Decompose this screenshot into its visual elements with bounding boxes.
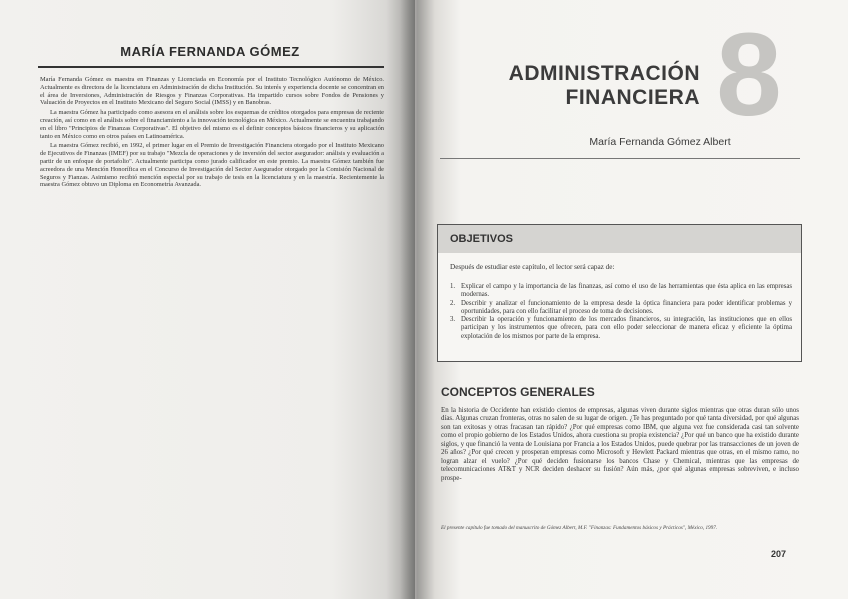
title-rule <box>440 158 800 159</box>
bio-paragraph: La maestra Gómez recibió, en 1992, el primer lugar en el Premio de Investigación Financiera otorgado por el Instituto Mexicano de Ejecutivos de Finanzas (IMEF) por su trabajo "Mezcla de operaciones y de inversión del sector asegurador: análisis y evaluación a partir de un enfoque de portafolio". Actualmente participa como jurado calificador en este premio. La maestra Gómez también fue acreedora de una Mención Honorífica en el Concurso de Investigación del Sector Asegurador otorgado por la Comisión Nacional de Seguros y Fianzas. Asimismo recibió mención especial por su trabajo de tesis en la licenciatura y en la maestría. Recientemente la maestra Gómez obtuvo un Diploma en Econometría Avanzada. <box>40 142 384 189</box>
chapter-number: 8 <box>716 9 782 141</box>
objectives-list <box>450 283 792 341</box>
author-bio <box>40 76 384 191</box>
objective-number: 3. <box>450 316 456 324</box>
chapter-title <box>500 62 700 110</box>
bio-paragraph: La maestra Gómez ha participado como asesora en el análisis sobre los esquemas de créditos otorgados para empresas de reciente creación, así como en el análisis sobre el financiamiento a la innovación tecnológica en México. Actualmente se encuentra trabajando en el libro "Principios de Finanzas Corporativas". El objetivo del mismo es el definir conceptos básicos financieros y su aplicación tanto en México como en otros países en Latinoamérica. <box>40 109 384 140</box>
objective-text: Describir la operación y funcionamiento de los mercados financieros, su integración, las instituciones que en ellos participan y los instrumentos que ofrecen, para con ello poder seleccionar de manera eficaz y eficiente la óptima explotación de los mismos por parte de la empresa. <box>461 316 792 340</box>
objective-number: 1. <box>450 283 456 290</box>
objectives-box <box>437 224 802 362</box>
objective-text: Explicar el campo y la importancia de las finanzas, así como el uso de las herramientas que ésta aplica en las empresas modernas. <box>461 283 792 299</box>
bio-paragraph: María Fernanda Gómez es maestra en Finanzas y Licenciada en Economía por el Instituto Tecnológico Autónomo de México. Actualmente es directora de la licenciatura en Administración de dicha Institución. Su interés y experiencia docente se concentran en el área de Inversiones, Administración de Riesgos y Finanzas Corporativas. Ha impartido cursos sobre Fondos de Pensiones y Valuación de Proyectos en el Instituto Mexicano del Seguro Social (IMSS) y en Banobras. <box>40 76 384 107</box>
left-page <box>0 0 415 599</box>
body-paragraph: En la historia de Occidente han existido cientos de empresas, algunas viven durante siglos mientras que otras duran sólo unos días. Algunas cruzan fronteras, otras no salen de su lugar de origen. ¿Te has preguntado por qué tanta diversidad, por qué algunas son tan exitosas y otras fracasan tan rápido? ¿Por qué empresas como IBM, que alguna vez fue considerada casi tan solvente como el propio gobierno de los Estados Unidos, ahora cuestiona su propia existencia? ¿Por qué un banco que ha existido durante siglos, y que financió la venta de Louisiana por Francia a los Estados Unidos, puede quebrar por las transacciones de un joven de 26 años? ¿Por qué crecen y prosperan empresas como Microsoft y Hewlett Packard mientras que otras, en el mismo ramo, no logran alzar el vuelo? ¿Por qué deciden fusionarse los bancos Chase y Chemical, mientras que las empresas de telecomunicaciones AT&T y NCR deciden deshacer su fusión? Aún más, ¿por qué algunas empresas sobreviven, e incluso prospe- <box>441 407 799 482</box>
page-number: 207 <box>771 549 787 559</box>
objective-item <box>450 316 792 341</box>
objective-text: Describir y analizar el funcionamiento de la empresa desde la óptica financiera para poder identificar problemas y oportunidades, para con ello facilitar el proceso de toma de decisiones. <box>461 299 792 315</box>
footnote: El presente capítulo fue tomado del manuscrito de Gómez Albert, M.F. "Finanzas: Fundamentos básicos y Prácticos", México, 1997. <box>441 525 718 531</box>
objective-item <box>450 283 792 300</box>
objective-number: 2. <box>450 299 456 307</box>
heading-rule <box>38 66 384 68</box>
author-heading: MARÍA FERNANDA GÓMEZ <box>120 44 300 59</box>
chapter-author: María Fernanda Gómez Albert <box>589 136 731 148</box>
objective-item <box>450 300 792 317</box>
objectives-title: OBJETIVOS <box>450 233 513 245</box>
section-heading: CONCEPTOS GENERALES <box>441 385 595 399</box>
chapter-title-line: FINANCIERA <box>565 86 700 109</box>
chapter-title-line: ADMINISTRACIÓN <box>508 62 700 85</box>
objectives-intro: Después de estudiar este capítulo, el lector será capaz de: <box>450 263 615 271</box>
